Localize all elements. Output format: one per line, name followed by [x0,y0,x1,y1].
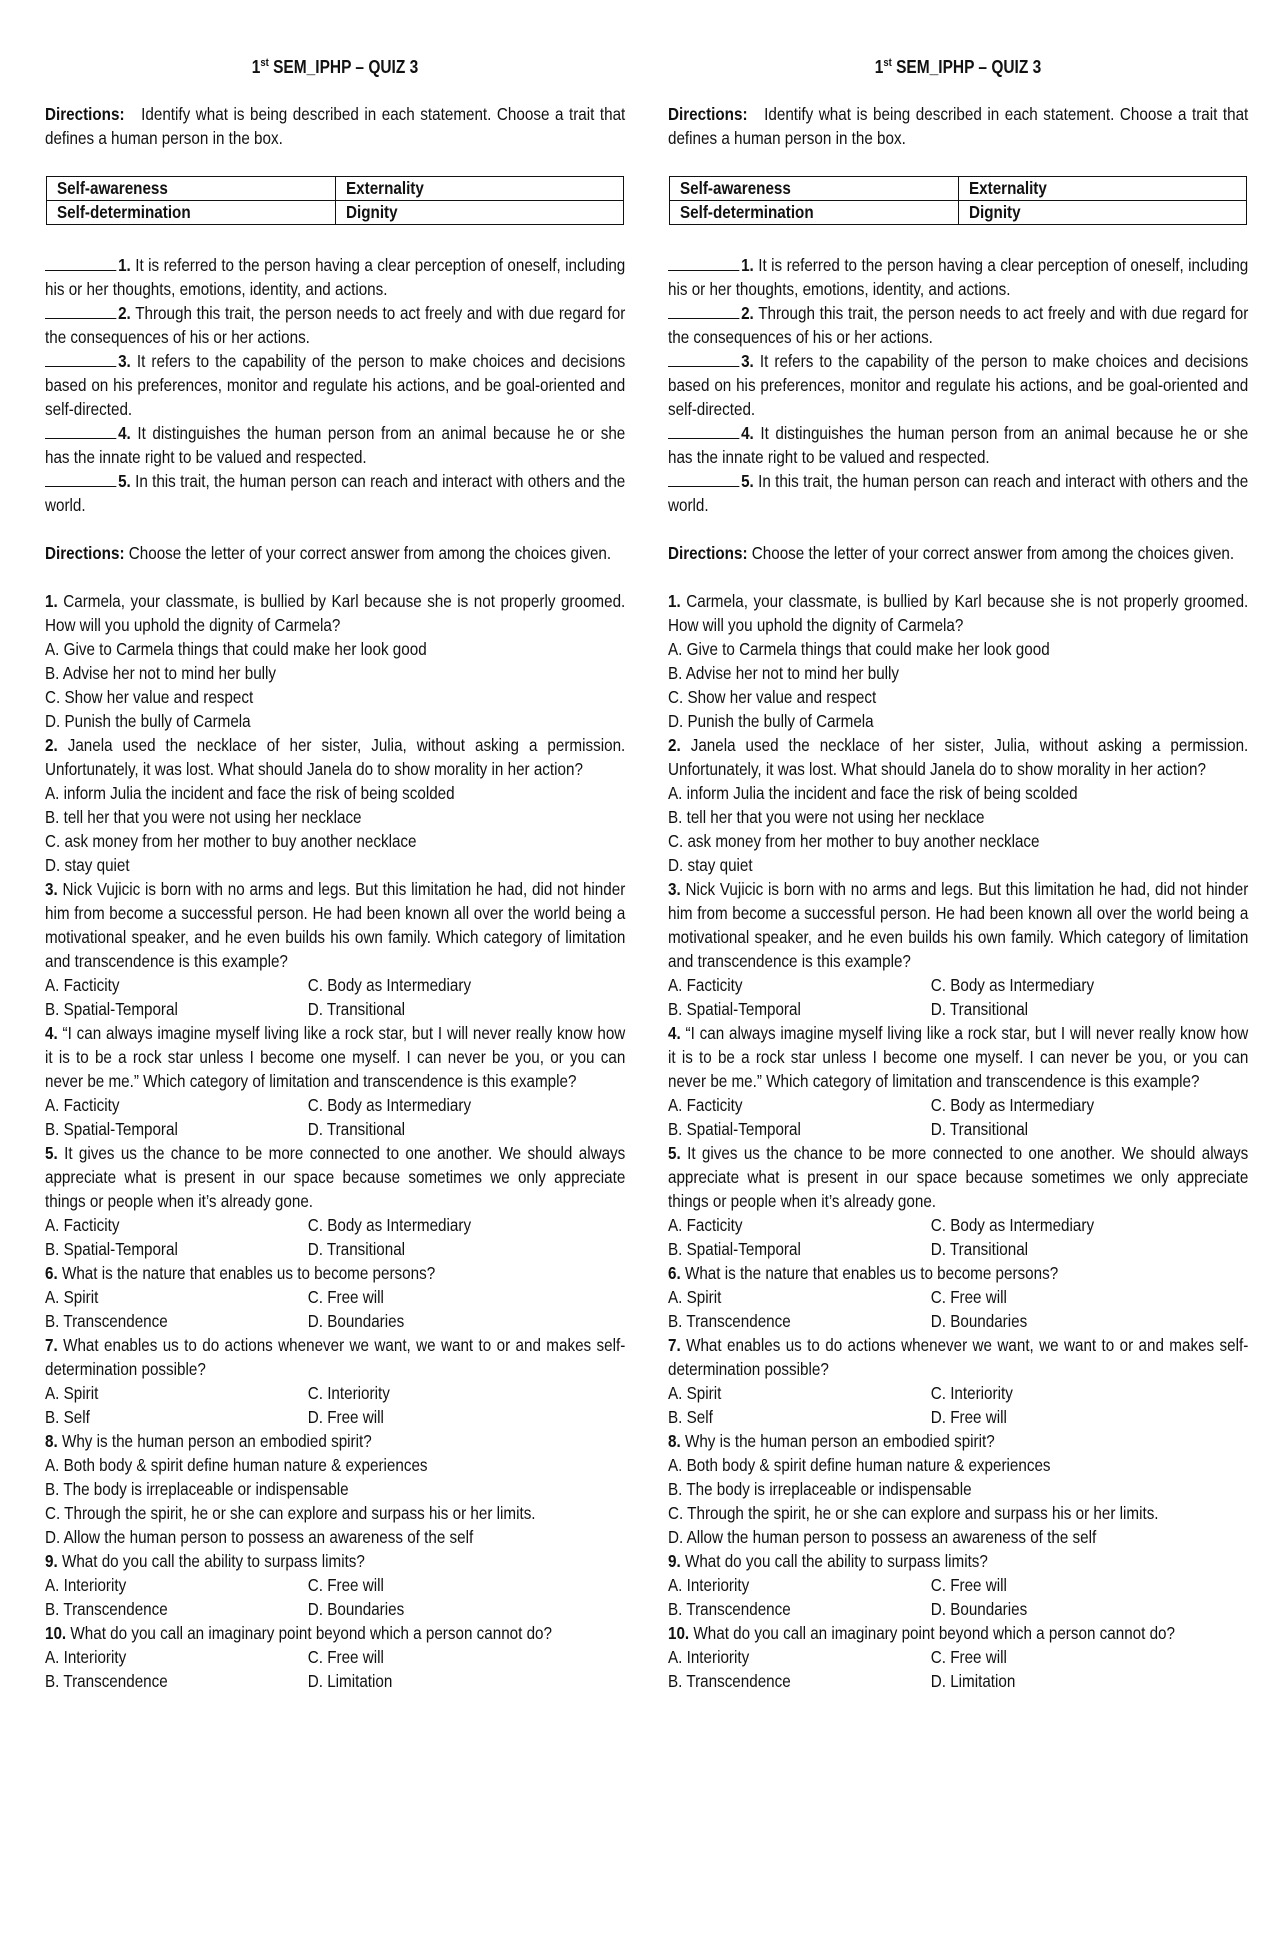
choice-row [668,1309,1173,1333]
answer-choice[interactable]: D. Transitional [930,1119,1029,1139]
identification-item: 5. In this trait, the human person can reach and interact with others and the world. [45,471,626,515]
choice-row [45,1309,550,1333]
answer-choice[interactable]: A. Both body & spirit define human nature & experiences [668,1455,1051,1475]
answer-choice[interactable]: B. Advise her not to mind her bully [668,663,900,683]
answer-choice[interactable]: B. Transcendence [45,1599,168,1619]
answer-choice[interactable]: B. Spatial-Temporal [45,999,178,1019]
choice-row [668,1237,1173,1261]
choice-row [45,1117,550,1141]
question-number: 2. [668,735,681,755]
choice-row [45,1573,550,1597]
answer-choice[interactable]: C. Interiority [930,1383,1013,1403]
answer-choice[interactable]: B. Self [668,1407,713,1427]
choice-row [668,1381,1173,1405]
quiz-sheet-right [668,52,1248,1693]
question-number: 1. [45,591,58,611]
choice-row [668,973,1173,997]
question-text: Carmela, your classmate, is bullied by Karl because she is not properly groomed. How will you uphold the dignity of Carmela? [45,591,626,635]
choice-row [45,1405,550,1429]
answer-choice[interactable]: A. Facticity [668,1095,743,1115]
answer-choice[interactable]: D. Punish the bully of Carmela [45,711,251,731]
question-text: What is the nature that enables us to become persons? [684,1263,1059,1283]
quiz-title: 1st SEM_IPHP – QUIZ 3 [874,57,1042,77]
traits-box [46,176,624,225]
part1-items [45,253,625,517]
answer-choice[interactable]: C. Body as Intermediary [930,975,1095,995]
choice-row [45,1213,550,1237]
choice-row [45,1237,550,1261]
question-stem [45,1549,625,1573]
answer-choice[interactable]: B. Spatial-Temporal [668,1239,801,1259]
question-number: 8. [668,1431,681,1451]
trait-cell: Dignity [958,201,1247,225]
question-number: 10. [45,1623,67,1643]
quiz-sheet-left [45,52,625,1693]
identification-item: 5. In this trait, the human person can reach and interact with others and the world. [668,471,1249,515]
multiple-choice-list [668,589,1248,1693]
choice-row [668,1285,1173,1309]
answer-choice[interactable]: D. stay quiet [45,855,130,875]
answer-choice[interactable]: B. Spatial-Temporal [45,1239,178,1259]
question-stem [45,1021,625,1093]
identification-item: 2. Through this trait, the person needs to act freely and with due regard for the consequences of his or her actions. [45,303,626,347]
answer-choice[interactable]: A. Interiority [668,1647,750,1667]
multiple-choice-list [45,589,625,1693]
answer-blank[interactable] [45,472,116,487]
answer-choice[interactable]: C. Free will [930,1647,1007,1667]
question-stem [45,589,625,637]
question-text: What do you call the ability to surpass limits? [61,1551,365,1571]
question-number: 3. [45,879,58,899]
question-stem [668,1333,1248,1381]
answer-choice[interactable]: C. Free will [930,1575,1007,1595]
question-text: What is the nature that enables us to become persons? [61,1263,436,1283]
question-text: “I can always imagine myself living like a rock star, but I will never really know how it is to be a rock star unless I become one myself. I can never be you, or you can never be me.” Which category of limitation and transcendence is this example? [668,1023,1249,1091]
answer-choice[interactable]: C. Free will [307,1287,384,1307]
answer-choice[interactable]: A. Spirit [45,1287,99,1307]
question-stem [668,733,1248,781]
choice-row [45,1381,550,1405]
choice-row [45,1597,550,1621]
directions-part2: Directions: Choose the letter of your correct answer from among the choices given. [668,543,1235,563]
answer-choice[interactable]: A. Both body & spirit define human nature & experiences [45,1455,428,1475]
answer-choice[interactable]: B. The body is irreplaceable or indispensable [45,1479,349,1499]
directions-part1: Directions: Identify what is being described in each statement. Choose a trait that defines a human person in the box. [668,104,1249,148]
answer-choice[interactable]: D. Punish the bully of Carmela [668,711,874,731]
question-stem [668,1429,1248,1453]
answer-choice[interactable]: A. inform Julia the incident and face the risk of being scolded [45,783,455,803]
trait-cell: Self-awareness [670,177,959,201]
part1-items [668,253,1248,517]
answer-choice[interactable]: B. Transcendence [668,1599,791,1619]
question-stem [668,1141,1248,1213]
question-stem [668,1549,1248,1573]
question-text: Nick Vujicic is born with no arms and legs. But this limitation he had, did not hinder him from become a successful person. He had been known all over the world being a motivational speaker, and he even builds his own family. Which category of limitation and transcendence is this example? [668,879,1249,971]
choice-row [668,1645,1173,1669]
question-number: 4. [668,1023,681,1043]
question-stem [45,1333,625,1381]
question-number: 9. [45,1551,58,1571]
trait-cell: Self-awareness [47,177,336,201]
answer-choice[interactable]: A. Give to Carmela things that could make her look good [45,639,427,659]
question-stem [668,589,1248,637]
choice-row [668,1117,1173,1141]
identification-item: 3. It refers to the capability of the person to make choices and decisions based on his preferences, monitor and regulate his actions, and be goal-oriented and self-directed. [668,351,1249,419]
answer-choice[interactable]: B. Spatial-Temporal [45,1119,178,1139]
answer-choice[interactable]: D. Limitation [930,1671,1016,1691]
answer-choice[interactable]: D. Boundaries [930,1599,1028,1619]
question-number: 6. [668,1263,681,1283]
traits-row [670,201,1247,225]
choice-row [45,1645,550,1669]
answer-choice[interactable]: C. Through the spirit, he or she can explore and surpass his or her limits. [45,1503,536,1523]
answer-choice[interactable]: D. Boundaries [307,1311,405,1331]
answer-blank[interactable] [45,256,116,271]
choice-row [668,1405,1173,1429]
traits-row [47,177,624,201]
answer-choice[interactable]: B. Transcendence [45,1311,168,1331]
question-text: What do you call an imaginary point beyond which a person cannot do? [70,1623,552,1643]
answer-choice[interactable]: C. Body as Intermediary [307,1095,472,1115]
trait-cell: Dignity [335,201,624,225]
choice-row [668,1213,1173,1237]
question-text: Nick Vujicic is born with no arms and legs. But this limitation he had, did not hinder him from become a successful person. He had been known all over the world being a motivational speaker, and he even builds his own family. Which category of limitation and transcendence is this example? [45,879,626,971]
question-stem [668,1261,1248,1285]
answer-choice[interactable]: C. Body as Intermediary [307,975,472,995]
choice-row [45,1285,550,1309]
question-number: 7. [668,1335,681,1355]
directions-part2: Directions: Choose the letter of your correct answer from among the choices given. [45,543,612,563]
answer-choice[interactable]: C. Through the spirit, he or she can explore and surpass his or her limits. [668,1503,1159,1523]
answer-blank[interactable] [668,352,739,367]
question-text: What do you call the ability to surpass limits? [684,1551,988,1571]
question-number: 8. [45,1431,58,1451]
question-number: 4. [45,1023,58,1043]
question-text: What enables us to do actions whenever we want, we want to or and makes self-determination possible? [45,1335,626,1379]
question-stem [668,1021,1248,1093]
answer-choice[interactable]: A. Facticity [45,1215,120,1235]
answer-choice[interactable]: C. Free will [930,1287,1007,1307]
answer-choice[interactable]: A. Facticity [45,975,120,995]
question-text: It gives us the chance to be more connected to one another. We should always appreciate what is present in our space because sometimes we only appreciate things or people when it’s already gone. [668,1143,1249,1211]
answer-choice[interactable]: D. Free will [930,1407,1007,1427]
answer-choice[interactable]: A. Interiority [45,1647,127,1667]
answer-choice[interactable]: D. Boundaries [930,1311,1028,1331]
question-text: Carmela, your classmate, is bullied by Karl because she is not properly groomed. How will you uphold the dignity of Carmela? [668,591,1249,635]
answer-choice[interactable]: B. Spatial-Temporal [668,1119,801,1139]
question-text: “I can always imagine myself living like a rock star, but I will never really know how it is to be a rock star unless I become one myself. I can never be you, or you can never be me.” Which category of limitation and transcendence is this example? [45,1023,626,1091]
question-number: 6. [45,1263,58,1283]
trait-cell: Externality [335,177,624,201]
answer-choice[interactable]: C. Show her value and respect [45,687,254,707]
answer-choice[interactable]: A. Facticity [668,975,743,995]
choice-row [668,1597,1173,1621]
identification-item: 1. It is referred to the person having a clear perception of oneself, including his or her thoughts, emotions, identity, and actions. [668,255,1249,299]
answer-choice[interactable]: D. stay quiet [668,855,753,875]
answer-choice[interactable]: C. Body as Intermediary [930,1095,1095,1115]
choice-row [668,1669,1173,1693]
question-stem [45,1429,625,1453]
answer-choice[interactable]: D. Transitional [307,999,406,1019]
question-stem [45,1261,625,1285]
choice-row [45,1093,550,1117]
question-text: It gives us the chance to be more connected to one another. We should always appreciate what is present in our space because sometimes we only appreciate things or people when it’s already gone. [45,1143,626,1211]
answer-blank[interactable] [668,304,739,319]
answer-choice[interactable]: A. Interiority [45,1575,127,1595]
answer-choice[interactable]: D. Transitional [307,1119,406,1139]
answer-choice[interactable]: D. Transitional [307,1239,406,1259]
question-text: Janela used the necklace of her sister, Julia, without asking a permission. Unfortunately, it was lost. What should Janela do to show morality in her action? [668,735,1249,779]
answer-choice[interactable]: A. Interiority [668,1575,750,1595]
question-number: 5. [668,1143,681,1163]
answer-choice[interactable]: A. Spirit [45,1383,99,1403]
identification-item: 4. It distinguishes the human person from an animal because he or she has the innate right to be valued and respected. [668,423,1249,467]
answer-choice[interactable]: A. Facticity [668,1215,743,1235]
answer-choice[interactable]: A. Facticity [45,1095,120,1115]
question-stem [45,1621,625,1645]
answer-choice[interactable]: C. Show her value and respect [668,687,877,707]
question-stem [668,877,1248,973]
question-text: What do you call an imaginary point beyond which a person cannot do? [693,1623,1175,1643]
traits-row [670,177,1247,201]
question-number: 9. [668,1551,681,1571]
answer-choice[interactable]: D. Transitional [930,1239,1029,1259]
question-number: 10. [668,1623,690,1643]
answer-choice[interactable]: D. Free will [307,1407,384,1427]
answer-choice[interactable]: B. Transcendence [668,1671,791,1691]
answer-choice[interactable]: C. Free will [307,1647,384,1667]
answer-choice[interactable]: C. Body as Intermediary [307,1215,472,1235]
answer-choice[interactable]: D. Boundaries [307,1599,405,1619]
answer-choice[interactable]: D. Allow the human person to possess an awareness of the self [45,1527,474,1547]
traits-box [669,176,1247,225]
choice-row [45,1669,550,1693]
question-stem [45,877,625,973]
answer-blank[interactable] [668,472,739,487]
answer-choice[interactable]: B. Self [45,1407,90,1427]
answer-choice[interactable]: A. inform Julia the incident and face the risk of being scolded [668,783,1078,803]
answer-choice[interactable]: B. tell her that you were not using her necklace [668,807,985,827]
answer-choice[interactable]: C. Body as Intermediary [930,1215,1095,1235]
question-number: 7. [45,1335,58,1355]
answer-choice[interactable]: B. tell her that you were not using her necklace [45,807,362,827]
choice-row [45,973,550,997]
question-stem [668,1621,1248,1645]
answer-choice[interactable]: B. Transcendence [45,1671,168,1691]
answer-choice[interactable]: A. Spirit [668,1383,722,1403]
answer-choice[interactable]: D. Transitional [930,999,1029,1019]
answer-choice[interactable]: A. Spirit [668,1287,722,1307]
answer-choice[interactable]: D. Allow the human person to possess an awareness of the self [668,1527,1097,1547]
identification-item: 3. It refers to the capability of the person to make choices and decisions based on his preferences, monitor and regulate his actions, and be goal-oriented and self-directed. [45,351,626,419]
answer-choice[interactable]: B. Transcendence [668,1311,791,1331]
question-number: 2. [45,735,58,755]
question-number: 3. [668,879,681,899]
choice-row [668,997,1173,1021]
answer-choice[interactable]: C. Interiority [307,1383,390,1403]
choice-row [668,1573,1173,1597]
quiz-title: 1st SEM_IPHP – QUIZ 3 [251,57,419,77]
answer-choice[interactable]: C. Free will [307,1575,384,1595]
answer-blank[interactable] [45,424,116,439]
question-stem [45,733,625,781]
answer-choice[interactable]: B. Spatial-Temporal [668,999,801,1019]
answer-choice[interactable]: B. Advise her not to mind her bully [45,663,277,683]
question-text: What enables us to do actions whenever we want, we want to or and makes self-determination possible? [668,1335,1249,1379]
answer-choice[interactable]: B. The body is irreplaceable or indispensable [668,1479,972,1499]
choice-row [668,1093,1173,1117]
identification-item: 1. It is referred to the person having a clear perception of oneself, including his or her thoughts, emotions, identity, and actions. [45,255,626,299]
question-text: Why is the human person an embodied spirit? [684,1431,995,1451]
traits-row [47,201,624,225]
answer-blank[interactable] [45,304,116,319]
question-number: 5. [45,1143,58,1163]
trait-cell: Self-determination [670,201,959,225]
directions-part1: Directions: Identify what is being described in each statement. Choose a trait that defines a human person in the box. [45,104,626,148]
question-text: Janela used the necklace of her sister, Julia, without asking a permission. Unfortunately, it was lost. What should Janela do to show morality in her action? [45,735,626,779]
trait-cell: Self-determination [47,201,336,225]
question-number: 1. [668,591,681,611]
answer-blank[interactable] [668,256,739,271]
choice-row [45,997,550,1021]
identification-item: 2. Through this trait, the person needs to act freely and with due regard for the consequences of his or her actions. [668,303,1249,347]
trait-cell: Externality [958,177,1247,201]
answer-choice[interactable]: A. Give to Carmela things that could make her look good [668,639,1050,659]
answer-blank[interactable] [668,424,739,439]
question-text: Why is the human person an embodied spirit? [61,1431,372,1451]
question-stem [45,1141,625,1213]
answer-choice[interactable]: D. Limitation [307,1671,393,1691]
answer-blank[interactable] [45,352,116,367]
answer-choice[interactable]: C. ask money from her mother to buy another necklace [668,831,1040,851]
identification-item: 4. It distinguishes the human person from an animal because he or she has the innate right to be valued and respected. [45,423,626,467]
answer-choice[interactable]: C. ask money from her mother to buy another necklace [45,831,417,851]
